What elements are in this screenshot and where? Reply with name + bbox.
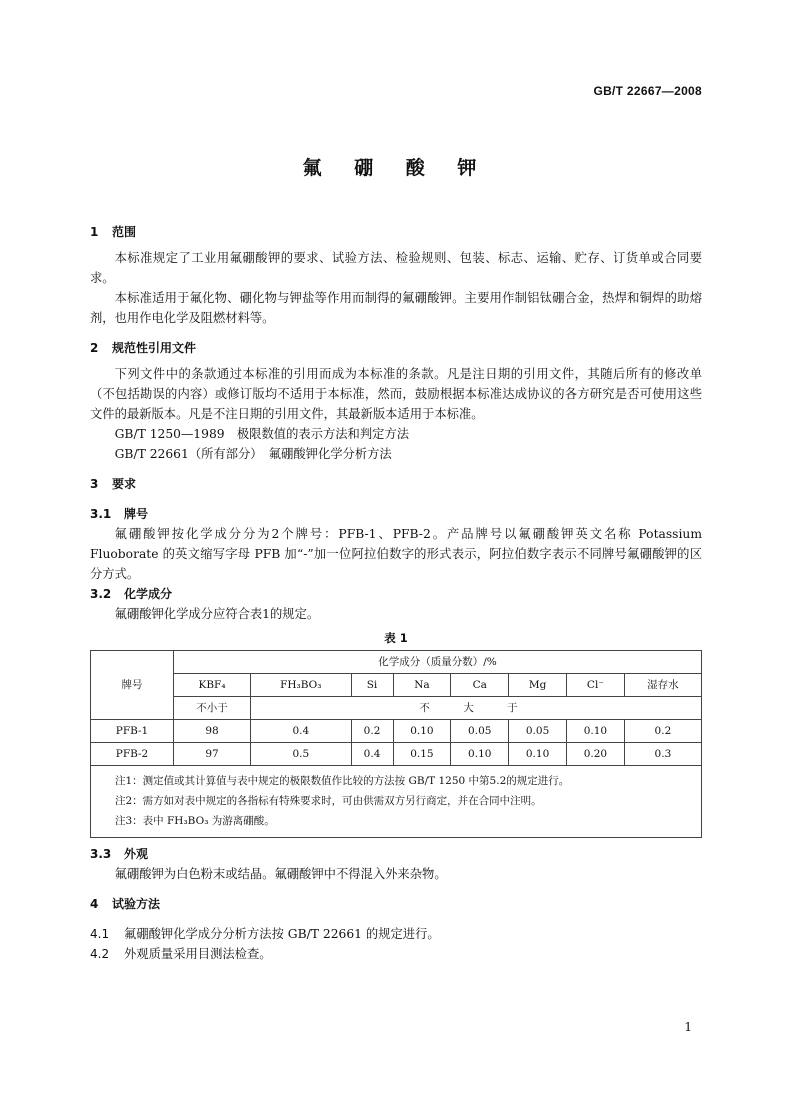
reference-item-1: GB/T 1250—1989 极限数值的表示方法和判定方法: [114, 427, 410, 441]
clause-number: 4.1: [90, 927, 110, 941]
table-header-row: [91, 651, 702, 674]
column-header: KBF₄: [174, 674, 251, 697]
value-cell: 0.15: [393, 743, 451, 766]
column-header: Si: [351, 674, 393, 697]
table-column-row: [91, 674, 702, 697]
section-title: 要求: [112, 477, 137, 491]
reference-item-2: GB/T 22661（所有部分） 氟硼酸钾化学分析方法: [114, 447, 392, 461]
table-note-2: 注2：需方如对表中规定的各指标有特殊要求时，可由供需双方另行商定，并在合同中注明。: [115, 795, 542, 807]
not-more-cell: 不 大 于: [251, 697, 702, 720]
grade-cell: PFB-2: [91, 743, 174, 766]
section-number: 1: [90, 225, 99, 239]
subsection-title: 外观: [124, 847, 149, 861]
value-cell: 0.5: [251, 743, 352, 766]
composition-paragraph: 氟硼酸钾化学成分应符合表1的规定。: [114, 607, 320, 621]
value-cell: 98: [174, 720, 251, 743]
page-number: 1: [684, 1020, 692, 1034]
appearance-paragraph: 氟硼酸钾为白色粉末或结晶。氟硼酸钾中不得混入外来杂物。: [114, 867, 447, 881]
table-caption: 表 1: [384, 631, 408, 645]
clause-4-2: [90, 944, 702, 964]
value-cell: 0.05: [509, 720, 567, 743]
subsection-3-2-heading: [90, 584, 702, 604]
value-cell: 0.10: [566, 720, 624, 743]
value-cell: 0.2: [351, 720, 393, 743]
subsection-number: 3.3: [90, 847, 112, 861]
value-cell: 0.3: [624, 743, 701, 766]
column-header: Ca: [451, 674, 509, 697]
scope-paragraph-1: 本标准规定了工业用氟硼酸钾的要求、试验方法、检验规则、包装、标志、运输、贮存、订货单或合同要求。: [90, 251, 702, 285]
section-title: 规范性引用文件: [112, 341, 197, 355]
clause-number: 4.2: [90, 947, 110, 961]
subsection-number: 3.1: [90, 507, 112, 521]
table-note-3: 注3：表中 FH₃BO₃ 为游离硼酸。: [115, 815, 275, 827]
column-header: Na: [393, 674, 451, 697]
section-number: 2: [90, 341, 99, 355]
not-less-cell: 不小于: [174, 697, 251, 720]
subsection-3-1-heading: [90, 504, 702, 524]
section-title: 范围: [112, 225, 137, 239]
references-paragraph: 下列文件中的条款通过本标准的引用而成为本标准的条款。凡是注日期的引用文件，其随后所有的修改单（不包括勘误的内容）或修订版均不适用于本标准，然而，鼓励根据本标准达成协议的各方研究是否可使用这些文件的最新版本。凡是不注日期的引用文件，其最新版本适用于本标准。: [90, 367, 702, 421]
value-cell: 0.10: [451, 743, 509, 766]
value-cell: 0.10: [509, 743, 567, 766]
section-4-heading: [90, 894, 702, 914]
value-cell: 0.4: [351, 743, 393, 766]
subsection-3-3-heading: [90, 844, 702, 864]
group-header-cell: 化学成分（质量分数）/%: [174, 651, 702, 674]
section-2-heading: [90, 338, 702, 358]
scope-paragraph-2: 本标准适用于氟化物、硼化物与钾盐等作用而制得的氟硼酸钾。主要用作制铝钛硼合金，热焊和铜焊的助熔剂，也用作电化学及阻燃材料等。: [90, 291, 702, 325]
grade-cell: PFB-1: [91, 720, 174, 743]
section-1-heading: [90, 222, 702, 242]
subsection-title: 牌号: [124, 507, 149, 521]
document-title: 氟 硼 酸 钾: [302, 157, 490, 179]
table-notes-row: [91, 766, 702, 838]
table-note-1: 注1：测定值或其计算值与表中规定的极限数值作比较的方法按 GB/T 1250 中第5.2的规定进行。: [115, 775, 570, 787]
column-header: Cl⁻: [566, 674, 624, 697]
value-cell: 0.20: [566, 743, 624, 766]
grade-header-cell: 牌号: [91, 651, 174, 720]
grade-paragraph: 氟硼酸钾按化学成分分为2个牌号：PFB-1、PFB-2。产品牌号以氟硼酸钾英文名称 Potassium Fluoborate 的英文缩写字母 PFB 加“-”加一位阿拉伯数字的形式表示，阿拉伯数字表示不同牌号氟硼酸钾的区分方式。: [90, 527, 702, 581]
value-cell: 0.05: [451, 720, 509, 743]
column-header: 湿存水: [624, 674, 701, 697]
value-cell: 0.2: [624, 720, 701, 743]
subsection-title: 化学成分: [124, 587, 173, 601]
value-cell: 97: [174, 743, 251, 766]
table-limit-row: [91, 697, 702, 720]
table-notes: [91, 766, 702, 838]
column-header: FH₃BO₃: [251, 674, 352, 697]
value-cell: 0.10: [393, 720, 451, 743]
standard-code: GB/T 22667—2008: [593, 84, 702, 98]
clause-text: 氟硼酸钾化学成分分析方法按 GB/T 22661 的规定进行。: [124, 927, 440, 941]
clause-text: 外观质量采用目测法检查。: [124, 947, 272, 961]
document-body: [90, 222, 702, 964]
section-3-heading: [90, 474, 702, 494]
column-header: Mg: [509, 674, 567, 697]
table-row: [91, 743, 702, 766]
table-row: [91, 720, 702, 743]
section-title: 试验方法: [112, 897, 161, 911]
clause-4-1: [90, 924, 702, 944]
composition-table: [90, 650, 702, 838]
section-number: 3: [90, 477, 99, 491]
section-number: 4: [90, 897, 99, 911]
subsection-number: 3.2: [90, 587, 112, 601]
value-cell: 0.4: [251, 720, 352, 743]
